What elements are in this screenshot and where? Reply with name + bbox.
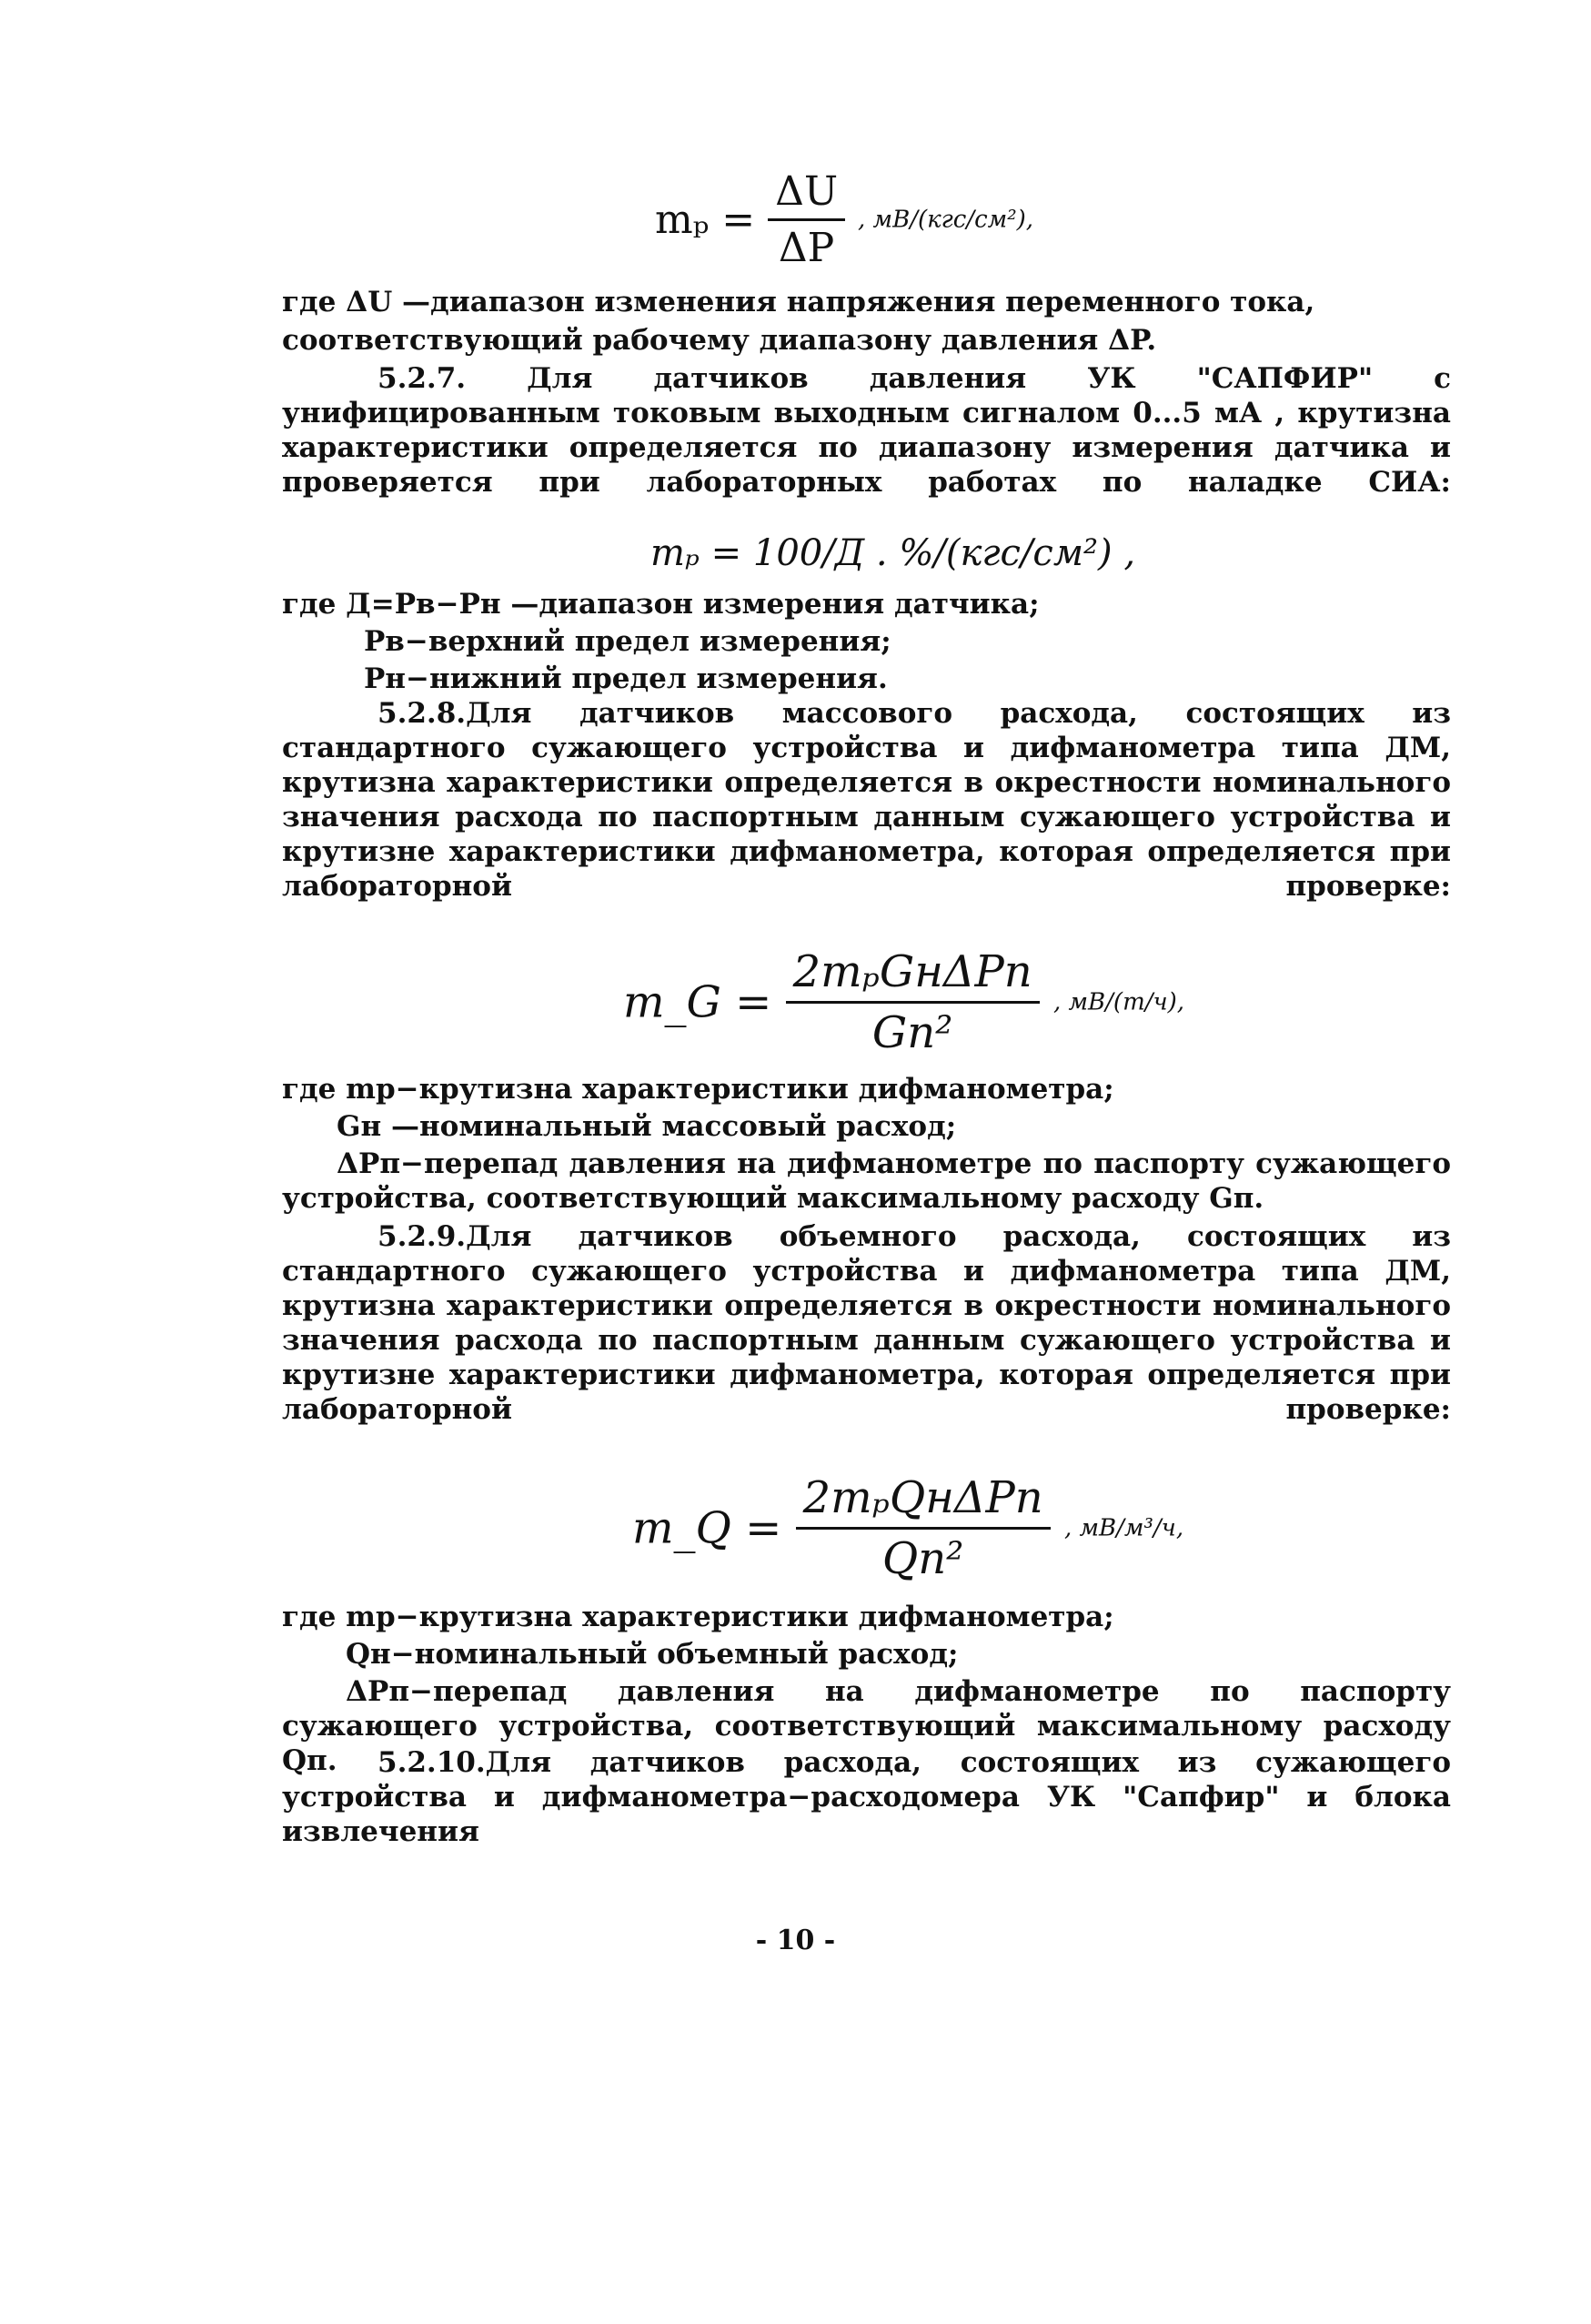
definition-line: где ΔU —диапазон изменения напряжения переменного тока, — [282, 286, 1315, 318]
definition-line: Qн−номинальный объемный расход; — [346, 1638, 959, 1671]
formula-volume-flow — [632, 1472, 1183, 1584]
definition-line: где Д=Pв−Pн —диапазон измерения датчика; — [282, 588, 1040, 621]
definition-line: где mр−крутизна характеристики дифманометра; — [282, 1073, 1114, 1106]
paragraph-5-2-10: 5.2.10.Для датчиков расхода, состоящих из сужающего устройства и дифманометра−расходомера УК "Сапфир" и блока извлечения — [282, 1746, 1451, 1848]
formula-slope-percent: mₚ = 100/Д . %/(кгс/см²) , — [650, 532, 1136, 574]
formula-unit: , мВ/м³/ч, — [1063, 1514, 1184, 1542]
page-number: - 10 - — [755, 1925, 836, 1956]
fraction-denominator: ΔP — [778, 225, 835, 271]
formula-lhs: mₚ = — [655, 197, 756, 243]
fraction-numerator: 2mₚGнΔPп — [786, 946, 1040, 1004]
formula-slope-voltage — [655, 168, 1033, 271]
formula-unit: , мВ/(т/ч), — [1052, 988, 1185, 1016]
definition-line: Pн−нижний предел измерения. — [364, 662, 888, 695]
formula-lhs: m_Q = — [632, 1502, 782, 1554]
fraction-numerator: 2mₚQнΔPп — [796, 1472, 1051, 1530]
definition-paragraph: ΔPп−перепад давления на дифманометре по паспорту сужающего устройства, соответствующий максимальному расходу Qп. — [282, 1675, 1451, 1777]
definition-line: соответствующий рабочему диапазону давления ΔP. — [282, 324, 1157, 357]
fraction-numerator: ΔU — [768, 168, 845, 221]
definition-line: Pв−верхний предел измерения; — [364, 625, 891, 658]
formula-mass-flow — [623, 946, 1184, 1058]
formula-lhs: m_G = — [623, 976, 772, 1028]
fraction — [768, 168, 845, 271]
paragraph-5-2-9: 5.2.9.Для датчиков объемного расхода, состоящих из стандартного сужающего устройства и дифманометра типа ДМ, крутизна характеристики определяется в окрестности номинального значения расхода по паспортным данным сужающего устройства и крутизне характеристики дифманометра, которая определяется при лабораторной проверке: — [282, 1220, 1451, 1426]
fraction — [796, 1472, 1051, 1584]
formula-unit: , мВ/(кгс/см²), — [858, 206, 1034, 234]
fraction-denominator: Qп² — [881, 1533, 964, 1584]
fraction-denominator: Gп² — [871, 1007, 953, 1058]
fraction — [786, 946, 1040, 1058]
definition-line: где mр−крутизна характеристики дифманометра; — [282, 1601, 1114, 1633]
definition-paragraph: ΔPп−перепад давления на дифманометре по паспорту сужающего устройства, соответствующий максимальному расходу Gп. — [282, 1147, 1451, 1215]
paragraph-5-2-7: 5.2.7. Для датчиков давления УК "САПФИР" с унифицированным токовым выходным сигналом 0...5 мА , крутизна характеристики определяется по диапазону измерения датчика и проверяется при лабораторных работах по наладке СИА: — [282, 362, 1451, 499]
definition-line: Gн —номинальный массовый расход; — [337, 1110, 957, 1143]
paragraph-5-2-8: 5.2.8.Для датчиков массового расхода, состоящих из стандартного сужающего устройства и дифманометра типа ДМ, крутизна характеристики определяется в окрестности номинального значения расхода по паспортным данным сужающего устройства и крутизне характеристики дифманометра, которая определяется при лабораторной проверке: — [282, 697, 1451, 903]
